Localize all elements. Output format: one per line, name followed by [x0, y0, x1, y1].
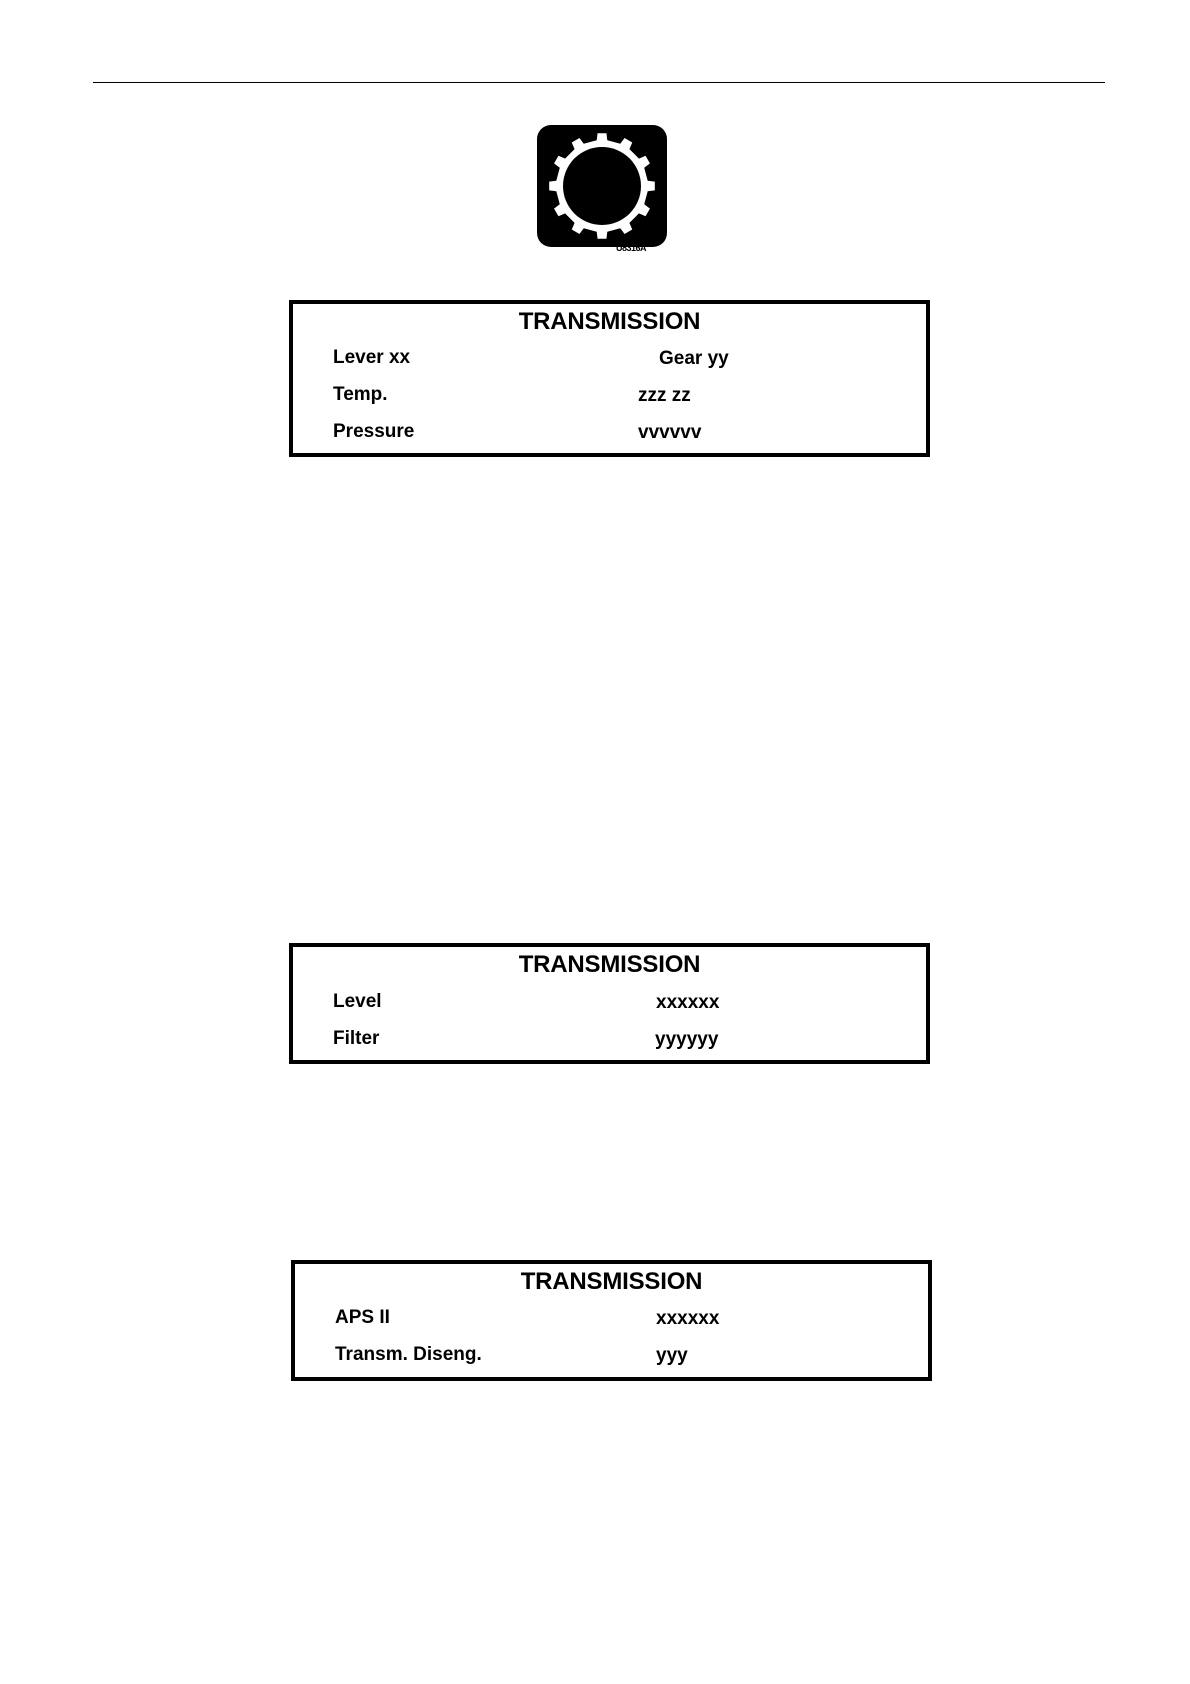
gear-hub — [563, 147, 641, 225]
row-label-lever: Lever xx — [333, 347, 411, 368]
row-label-level: Level — [333, 991, 382, 1012]
row-value-diseng: yyy — [656, 1345, 688, 1366]
transmission-panel-1 — [289, 300, 930, 457]
panel-title: TRANSMISSION — [518, 308, 701, 335]
panel-title: TRANSMISSION — [520, 1268, 703, 1295]
panel-title: TRANSMISSION — [518, 951, 701, 978]
row-label-filter: Filter — [333, 1028, 380, 1049]
row-label-aps: APS II — [335, 1307, 390, 1328]
transmission-gear-icon — [536, 124, 668, 256]
transmission-panel-2 — [289, 943, 930, 1064]
transmission-panel-3 — [291, 1260, 932, 1381]
row-label-pressure: Pressure — [333, 421, 415, 442]
row-label-temp: Temp. — [333, 384, 388, 405]
row-value-level: xxxxxx — [656, 992, 720, 1013]
row-value-filter: yyyyyy — [655, 1029, 719, 1050]
row-value-gear: Gear yy — [659, 348, 729, 369]
symbol-code: U8316A — [616, 243, 647, 253]
row-value-aps: xxxxxx — [656, 1308, 720, 1329]
row-value-temp: zzz zz — [638, 385, 691, 406]
row-value-pressure: vvvvvv — [638, 422, 702, 443]
header-rule — [93, 82, 1105, 83]
row-label-diseng: Transm. Diseng. — [335, 1344, 482, 1365]
